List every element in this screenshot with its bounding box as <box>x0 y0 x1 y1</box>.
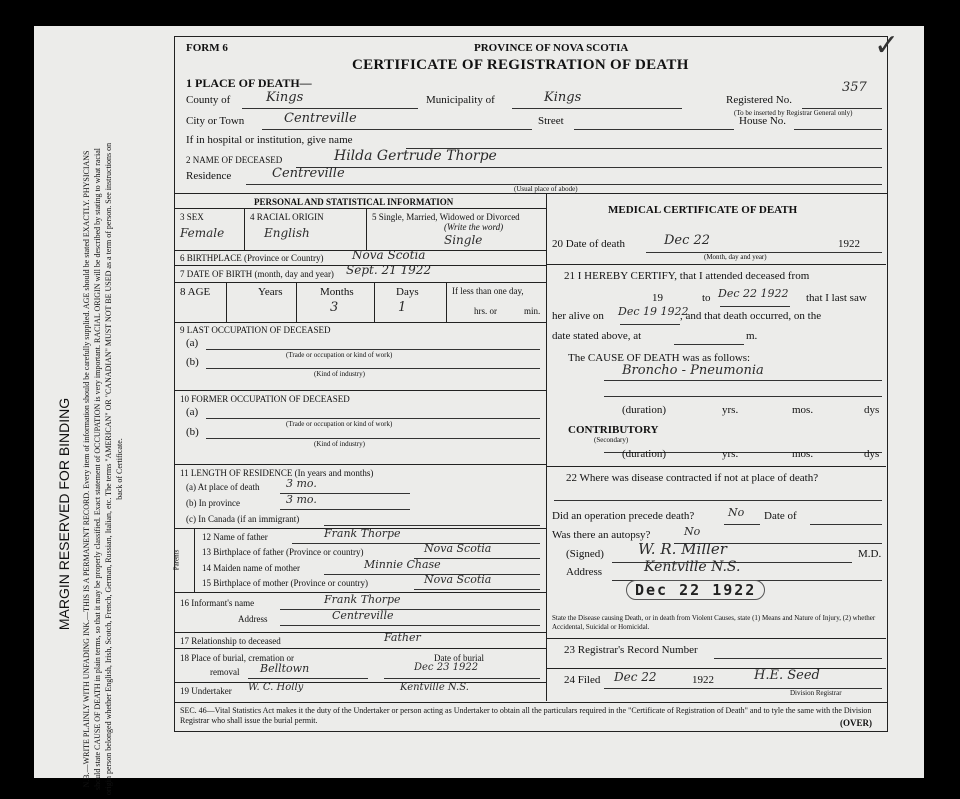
occ-a-label: (a) <box>186 337 199 349</box>
removal-label: removal <box>210 667 240 677</box>
operation-label: Did an operation precede death? <box>552 510 695 522</box>
death-certificate <box>34 26 924 796</box>
contrib-yrs-label: yrs. <box>722 448 739 460</box>
marital-value: Single <box>444 233 483 247</box>
record-number-label: 23 Registrar's Record Number <box>564 644 698 656</box>
margin-binding-text: MARGIN RESERVED FOR BINDING <box>56 397 72 631</box>
marital-note: (Write the word) <box>444 222 504 232</box>
street-label: Street <box>538 115 564 127</box>
registrar-signature: H.E. Seed <box>754 668 820 683</box>
hospital-label: If in hospital or institution, give name <box>186 134 353 146</box>
column-divider <box>546 193 547 701</box>
mother-label: 14 Maiden name of mother <box>202 563 300 573</box>
date-stated-label: date stated above, at <box>552 330 642 342</box>
to-label: to <box>702 292 711 304</box>
dob-value: Sept. 21 1922 <box>346 263 432 277</box>
undertaker-address-value: Kentville N.S. <box>400 682 469 693</box>
relationship-value: Father <box>384 631 421 644</box>
birthplace-value: Nova Scotia <box>352 248 426 262</box>
registered-note: (To be inserted by Registrar General only) <box>734 109 853 117</box>
medical-footnote: State the Disease causing Death, or in death from Violent Causes, state (1) Means and Nature of Injury, (2) whether Accidental, Suicidal or Homicidal. <box>552 614 876 631</box>
personal-heading: PERSONAL AND STATISTICAL INFORMATION <box>254 197 454 207</box>
usual-abode-note: (Usual place of abode) <box>514 185 578 193</box>
last-occupation-label: 9 LAST OCCUPATION OF DECEASED <box>180 325 331 335</box>
sex-value: Female <box>180 226 225 240</box>
operation-date-label: Date of <box>764 510 797 522</box>
cause-label: The CAUSE OF DEATH was as follows: <box>568 352 751 364</box>
cause-value: Broncho - Pneumonia <box>622 363 764 378</box>
racial-value: English <box>264 226 310 240</box>
burial-date-value: Dec 23 1922 <box>414 662 479 673</box>
occ-industry-note: (Kind of industry) <box>314 370 365 378</box>
over-label: (OVER) <box>840 718 872 728</box>
check-mark: ✓ <box>874 29 900 62</box>
father-birthplace-value: Nova Scotia <box>424 542 492 555</box>
in-province-value: 3 mo. <box>286 493 317 506</box>
months-value: 3 <box>330 300 339 315</box>
former-trade-note: (Trade or occupation or kind of work) <box>286 420 393 428</box>
her-alive-label: her alive on <box>552 310 604 322</box>
municipality-label: Municipality of <box>426 94 495 106</box>
physician-address-label: Address <box>566 566 603 578</box>
in-canada-label: (c) In Canada (if an immigrant) <box>186 514 300 524</box>
sex-label: 3 SEX <box>180 212 204 222</box>
dob-label: 7 DATE OF BIRTH (month, day and year) <box>180 269 334 279</box>
hrs-label: hrs. or <box>474 306 497 316</box>
autopsy-label: Was there an autopsy? <box>552 529 651 541</box>
contrib-dys-label: dys <box>864 448 880 460</box>
former-industry-note: (Kind of industry) <box>314 440 365 448</box>
registered-label: Registered No. <box>726 94 792 106</box>
place-of-death-heading: 1 PLACE OF DEATH— <box>186 76 312 90</box>
days-value: 1 <box>398 300 407 315</box>
cause-dys-label: dys <box>864 404 880 416</box>
m-label: m. <box>746 330 758 342</box>
county-value: Kings <box>266 90 304 105</box>
former-a-label: (a) <box>186 406 199 418</box>
filed-year-value: 1922 <box>692 674 714 686</box>
alive-on-value: Dec 19 1922 <box>618 305 689 318</box>
md-label: M.D. <box>858 548 882 560</box>
death-year-value: 1922 <box>838 238 860 250</box>
county-label: County of <box>186 94 231 106</box>
in-province-label: (b) In province <box>186 498 240 508</box>
contributory-label: CONTRIBUTORY <box>568 424 659 436</box>
mother-birthplace-label: 15 Birthplace of mother (Province or country) <box>202 578 368 588</box>
to-date-value: Dec 22 1922 <box>718 287 789 300</box>
father-label: 12 Name of father <box>202 532 268 542</box>
undertaker-value: W. C. Holly <box>248 682 304 693</box>
min-label: min. <box>524 306 541 316</box>
death-date-label: 20 Date of death <box>552 238 625 250</box>
length-residence-label: 11 LENGTH OF RESIDENCE (In years and months) <box>180 468 374 478</box>
deceased-name-label: 2 NAME OF DECEASED <box>186 155 283 165</box>
registrar-note: Division Registrar <box>790 689 842 697</box>
birthplace-label: 6 BIRTHPLACE (Province or Country) <box>180 253 324 263</box>
province-heading: PROVINCE OF NOVA SCOTIA <box>474 42 629 54</box>
registration-number: 357 <box>842 80 867 95</box>
informant-label: 16 Informant's name <box>180 598 255 608</box>
death-date-value: Dec 22 <box>664 233 711 248</box>
certificate-title: CERTIFICATE OF REGISTRATION OF DEATH <box>352 57 689 73</box>
operation-value: No <box>728 506 745 519</box>
form-number: FORM 6 <box>186 42 228 54</box>
residence-value: Centreville <box>272 166 345 181</box>
at-place-label: (a) At place of death <box>186 482 260 492</box>
father-birthplace-label: 13 Birthplace of father (Province or country) <box>202 547 364 557</box>
father-value: Frank Thorpe <box>324 527 401 540</box>
medical-heading: MEDICAL CERTIFICATE OF DEATH <box>608 204 798 216</box>
filed-value: Dec 22 <box>614 670 657 684</box>
informant-value: Frank Thorpe <box>324 593 401 606</box>
mother-value: Minnie Chase <box>364 558 441 571</box>
cause-yrs-label: yrs. <box>722 404 739 416</box>
municipality-value: Kings <box>544 90 582 105</box>
filed-label: 24 Filed <box>564 674 601 686</box>
autopsy-value: No <box>684 525 701 538</box>
signed-label: (Signed) <box>566 548 604 560</box>
city-label: City or Town <box>186 115 245 127</box>
secondary-note: (Secondary) <box>594 436 629 444</box>
date-stamp: Dec 22 1922 <box>626 580 765 600</box>
burial-label: 18 Place of burial, cremation or <box>180 653 294 663</box>
last-saw-label: that I last saw <box>806 292 867 304</box>
burial-place-value: Belltown <box>260 662 310 675</box>
parents-label: Parents <box>172 549 181 571</box>
city-value: Centreville <box>284 111 357 126</box>
footer-text: SEC. 46—Vital Statistics Act makes it the duty of the Undertaker or person acting as Undertaker to obtain all the particulars required in the "Certificate of Registration of Death" and to tyle the same with the Division Registrar who shall issue the burial permit. <box>180 706 872 725</box>
years-label: Years <box>258 286 283 298</box>
undertaker-label: 19 Undertaker <box>180 686 232 696</box>
former-occupation-label: 10 FORMER OCCUPATION OF DECEASED <box>180 394 350 404</box>
contrib-duration-label: (duration) <box>622 448 666 460</box>
marital-label: 5 Single, Married, Widowed or Divorced <box>372 212 520 222</box>
occ-b-label: (b) <box>186 356 199 368</box>
deceased-name-value: Hilda Gertrude Thorpe <box>334 148 497 164</box>
physician-address-value: Kentville N.S. <box>644 559 741 575</box>
signed-value: W. R. Miller <box>638 540 727 558</box>
occ-trade-note: (Trade or occupation or kind of work) <box>286 351 393 359</box>
informant-address-value: Centreville <box>332 609 394 622</box>
margin-instructions: N.B.—WRITE PLAINLY WITH UNFADING INK.—THIS IS A PERMANENT RECORD. Every item of information should be carefully supplied. AGE should be stated EXACTLY. PHYSICIANS should state CAUSE OF DEATH in plain terms, so that it may be properly classified. Exact statement of OCCUPATION is very important. RACIAL ORIGIN will be described by stating to what racial origin person belonged whether English, Irish, Scotch, French, German, Russian, Italian, etc. The terms "AMERICAN" OR "CANADIAN" MUST NOT BE USED as a term of person. See instructions on back of Certificate. <box>82 142 124 796</box>
occurred-label: , and that death occurred, on the <box>680 310 822 322</box>
relationship-label: 17 Relationship to deceased <box>180 636 281 646</box>
residence-label: Residence <box>186 170 232 182</box>
cause-duration-label: (duration) <box>622 404 666 416</box>
certify-label: 21 I HEREBY CERTIFY, that I attended deceased from <box>564 270 810 282</box>
days-label: Days <box>396 286 419 298</box>
former-b-label: (b) <box>186 426 199 438</box>
less-than-day-label: If less than one day, <box>452 286 524 296</box>
at-place-value: 3 mo. <box>286 477 317 490</box>
racial-label: 4 RACIAL ORIGIN <box>250 212 324 222</box>
contracted-label: 22 Where was disease contracted if not at place of death? <box>566 472 819 484</box>
contrib-mos-label: mos. <box>792 448 814 460</box>
age-label: 8 AGE <box>180 286 211 298</box>
mother-birthplace-value: Nova Scotia <box>424 573 492 586</box>
months-label: Months <box>320 286 354 298</box>
from-19-label: 19 <box>652 292 663 304</box>
death-date-note: (Month, day and year) <box>704 253 767 261</box>
cause-mos-label: mos. <box>792 404 814 416</box>
house-label: House No. <box>739 115 787 127</box>
burial-date-label: Date of burial <box>434 653 484 663</box>
informant-address-label: Address <box>238 614 268 624</box>
